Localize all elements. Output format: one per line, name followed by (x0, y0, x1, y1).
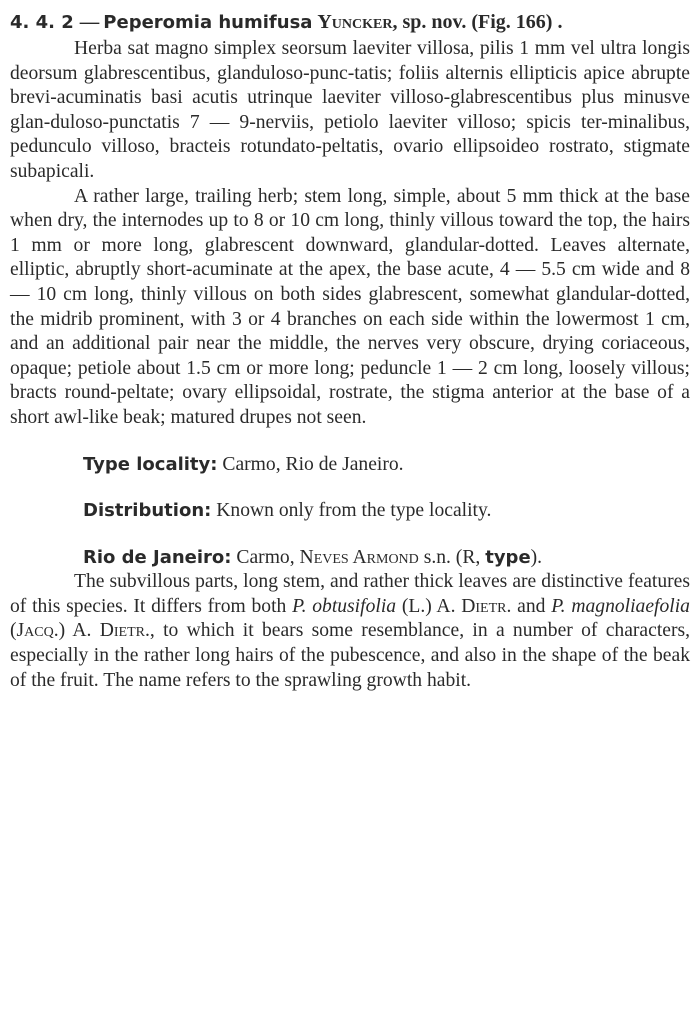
english-description: A rather large, trailing herb; stem long, simple, about 5 mm thick at the base when dry, the internodes up to 8 or 10 cm long, thinly villous toward the top, the hairs 1 mm or more long, glabrescent downward, glandular-dotted. Leaves alternate, elliptic, abruptly short-acuminate at the apex, the base acute, 4 — 5.5 cm wide and 8 — 10 cm long, thinly villous on both sides glabrescent, somewhat glandular-dotted, the midrib prominent, with 3 or 4 branches on each side within the lowermost 1 cm, and an additional pair near the middle, the nerves very obscure, drying coriaceous, opaque; petiole about 1.5 cm or more long; peduncle 1 — 2 cm long, loosely villous; bracts round-peltate; ovary ellipsoidal, rostrate, the stigma anterior at the base of a short awl-like beak; matured drupes not seen. (10, 185, 690, 428)
species-name: Peperomia humifusa (103, 12, 313, 33)
remarks-author-2a: ( (10, 620, 17, 642)
remarks-author-2b: Jacq. (16, 620, 59, 642)
specimen-place: Carmo, (236, 546, 295, 568)
latin-diagnosis: Herba sat magno simplex seorsum laeviter villosa, pilis 1 mm vel ultra longis deorsum glabrescentibus, glanduloso-punc-tatis; foliis alternis ellipticis apice abrupte brevi-acuminatis basi acutis utrinque laeviter villoso-glabrescentibus plus minusve glan-duloso-punctatis 7 — 9-nerviis, petiolo laeviter villoso; spicis ter-minalibus, pedunculo villoso, bracteis rotundato-peltatis, ovario ellipsoideo rostrato, stigmate subapicali. (10, 38, 690, 182)
specimen-type-word: type (485, 546, 531, 568)
remarks-author-1a: (L.) A. (401, 595, 456, 617)
specimen-citation (10, 546, 690, 571)
remarks-species-2: P. magnoliaefolia (551, 595, 690, 617)
type-locality-label: Type locality: (83, 453, 218, 475)
type-locality-value: Carmo, Rio de Janeiro. (222, 453, 404, 475)
remarks-paragraph (10, 570, 690, 693)
species-author: Yuncker (317, 11, 393, 33)
distribution (10, 499, 690, 524)
type-locality (10, 453, 690, 478)
remarks-and: and (517, 595, 546, 617)
species-heading (10, 8, 690, 37)
document-page (10, 8, 690, 693)
heading-dash: — (79, 12, 100, 33)
remarks-author-2c: ) A. (58, 620, 92, 642)
remarks-author-1b: Dietr. (461, 595, 512, 617)
specimen-region-label: Rio de Janeiro: (83, 546, 232, 568)
remarks-part1: The subvillous parts, long stem, and rather thick leaves are distinctive features of this species. It differs from both (10, 571, 690, 617)
distribution-label: Distribution: (83, 500, 212, 522)
specimen-collector: Neves Armond (299, 546, 419, 568)
section-number: 4. 4. 2 (10, 12, 74, 33)
distribution-value: Known only from the type locality. (216, 500, 492, 522)
remarks-author-2d: Dietr. (99, 620, 150, 642)
specimen-end: ). (530, 546, 543, 568)
specimen-number: s.n. (R, (423, 546, 481, 568)
species-status: , sp. nov. (Fig. 166) . (392, 11, 563, 33)
remarks-species-1: P. obtusifolia (292, 595, 397, 617)
remarks-part2: , to which it bears some resemblance, in a number of characters, especially in the rather long hairs of the pubescence, and also in the shape of the beak of the fruit. The name refers to the sprawling growth habit. (10, 620, 691, 691)
